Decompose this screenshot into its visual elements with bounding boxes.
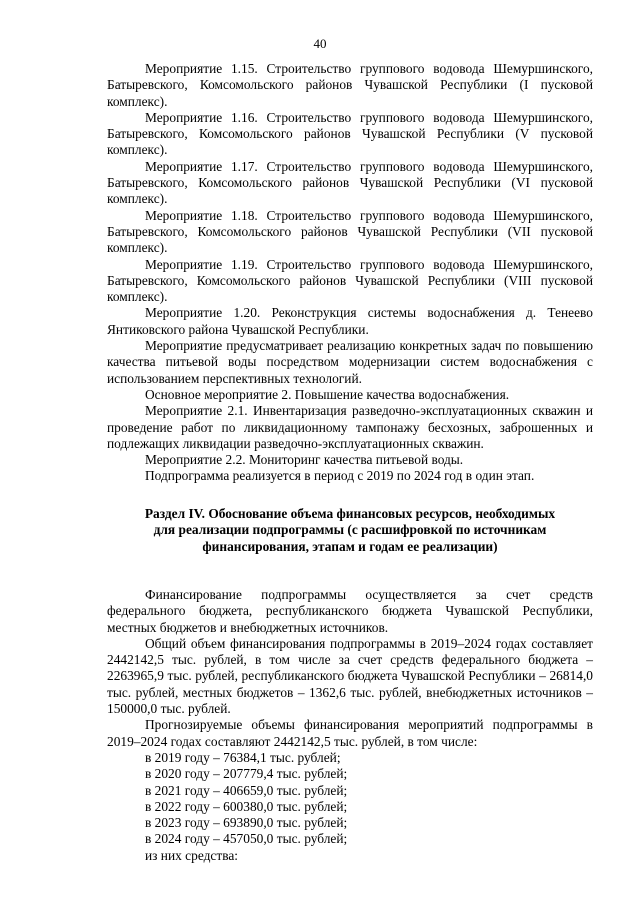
paragraph-measure-2-2: Мероприятие 2.2. Мониторинг качества питьевой воды. [145,452,464,468]
section-title [107,506,593,555]
paragraph-main-measure-2: Основное мероприятие 2. Повышение качества водоснабжения. [145,386,510,402]
paragraph-measure-1-16: Мероприятие 1.16. Строительство группового водовода Шемуршинского, Батыревского, Комсомольского районов Чувашской Республики (V пусковой комплекс). [107,109,593,158]
paragraph-forecast-funding: Прогнозируемые объемы финансирования мероприятий подпрограммы в 2019–2024 годах составляют 2442142,5 тыс. рублей, в том числе: [107,717,593,749]
section-spacer [107,571,593,587]
year-list-footer: из них средства: [145,847,239,863]
paragraph-measure-2-1: Мероприятие 2.1. Инвентаризация разведочно-эксплуатационных скважин и проведение работ по ликвидационному тампонажу бесхозных, заброшенных и подлежащих ликвидации разведочно-эксплуатационных скважин. [107,403,593,451]
year-list-item-2023: в 2023 году – 693890,0 тыс. рублей; [145,815,348,831]
paragraph-implementation-period: Подпрограмма реализуется в период с 2019 по 2024 год в один этап. [145,468,535,484]
paragraph-total-funding: Общий объем финансирования подпрограммы в 2019–2024 годах составляет 2442142,5 тыс. рублей, в том числе за счет средств федерального бюджета – 2263965,9 тыс. рублей, республиканского бюджета Чувашской Республики – 26814,0 тыс. рублей, местных бюджетов – 1362,6 тыс. рублей, внебюджетных источников – 150000,0 тыс. рублей. [107,635,593,717]
paragraph-measure-1-19: Мероприятие 1.19. Строительство группового водовода Шемуршинского, Батыревского, Комсомольского районов Чувашской Республики (VIII пусковой комплекс). [107,256,593,305]
paragraph-funding-sources: Финансирование подпрограммы осуществляется за счет средств федерального бюджета, республиканского бюджета Чувашской Республики, местных бюджетов и внебюджетных источников. [107,586,593,635]
year-list-item-2024: в 2024 году – 457050,0 тыс. рублей; [145,831,348,847]
page-number: 40 [313,36,327,51]
paragraph-measure-description: Мероприятие предусматривает реализацию конкретных задач по повышению качества питьевой воды посредством модернизации систем водоснабжения с использованием перспективных технологий. [107,338,593,386]
section-title-line-2: для реализации подпрограммы (с расшифровкой по источникам [153,522,547,538]
section-title-line-3: финансирования, этапам и годам ее реализации) [202,538,498,554]
year-list-item-2021: в 2021 году – 406659,0 тыс. рублей; [145,782,348,798]
year-list-item-2022: в 2022 году – 600380,0 тыс. рублей; [145,798,348,814]
paragraph-measure-1-18: Мероприятие 1.18. Строительство группового водовода Шемуршинского, Батыревского, Комсомольского районов Чувашской Республики (VII пусковой комплекс). [107,207,593,256]
paragraph-measure-1-20: Мероприятие 1.20. Реконструкция системы водоснабжения д. Тенеево Янтиковского района Чувашской Республики. [107,305,593,337]
year-list-item-2019: в 2019 году – 76384,1 тыс. рублей; [145,749,341,765]
section-title-line-1: Раздел IV. Обоснование объема финансовых ресурсов, необходимых [144,505,556,521]
paragraph-measure-1-15: Мероприятие 1.15. Строительство группового водовода Шемуршинского, Батыревского, Комсомольского районов Чувашской Республики (I пусковой комплекс). [107,61,593,109]
document-body [107,61,593,864]
paragraph-measure-1-17: Мероприятие 1.17. Строительство группового водовода Шемуршинского, Батыревского, Комсомольского районов Чувашской Республики (VI пусковой комплекс). [107,158,593,207]
year-list-item-2020: в 2020 году – 207779,4 тыс. рублей; [145,766,348,782]
